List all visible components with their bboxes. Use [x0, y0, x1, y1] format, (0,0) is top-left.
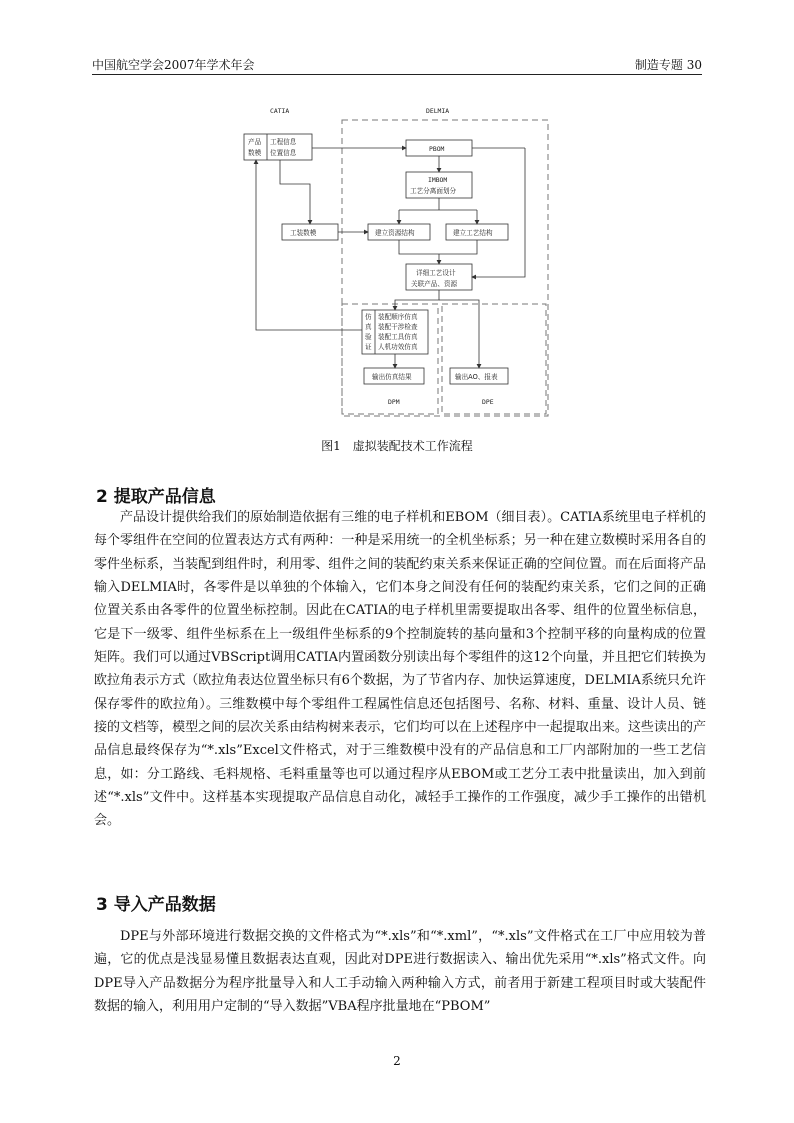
pbom-label: PBOM	[429, 145, 445, 153]
section-2-paragraph: 产品设计提供给我们的原始制造依据有三维的电子样机和EBOM（细目表）。CATIA系统里电子样机的每个零组件在空间的位置表达方式有两种：一种是采用统一的全机坐标系；另一种在建立数模时采用各自的零件坐标系，当装配到组件时，利用零、组件之间的装配约束关系来保证正确的空间位置。而在后面将产品输入DELMIA时，各零件是以单独的个体输入，它们本身之间没有任何的装配约束关系，它们之间的正确位置关系由各零件的位置坐标控制。因此在CATIA的电子样机里需要提取出各零、组件的位置坐标信息，它是下一级零、组件坐标系在上一级组件坐标系的9个控制旋转的基向量和3个控制平移的向量构成的位置矩阵。我们可以通过VBScript调用CATIA内置函数分别读出每个零组件的这12个向量，并且把它们转换为欧拉角表示方式（欧拉角表达位置坐标只有6个数据，为了节省内存、加快运算速度，DELMIA系统只允许保存零件的欧拉角）。三维数模中每个零组件工程属性信息还包括图号、名称、材料、重量、设计人员、链接的文档等，模型之间的层次关系由结构树来表示，它们均可以在上述程序中一起提取出来。这些读出的产品信息最终保存为“*.xls”Excel文件格式，对于三维数模中没有的产品信息和工厂内部附加的一些工艺信息，如：分工路线、毛料规格、毛料重量等也可以通过程序从EBOM或工艺分工表中批量读出，加入到前述“*.xls”文件中。这样基本实现提取产品信息自动化，减轻手工操作的工作强度，减少手工操作的出错机会。	[94, 510, 706, 829]
detail-design-label-2: 关联产品、资源	[411, 280, 458, 288]
dpe-region	[442, 304, 546, 414]
dpe-label: DPE	[482, 398, 494, 406]
output-ao-label: 输出AO、报表	[455, 373, 498, 381]
info-label-2: 位置信息	[270, 149, 297, 157]
delmia-label: DELMIA	[426, 107, 450, 115]
sim-side-4: 证	[365, 343, 372, 351]
running-header-left: 中国航空学会2007年学术年会	[92, 58, 255, 72]
dpm-label: DPM	[388, 398, 400, 406]
sim-side-3: 验	[365, 333, 372, 341]
sim-side-2: 真	[365, 323, 372, 331]
sim-item-4: 人机功效仿真	[378, 343, 418, 351]
sim-item-2: 装配干涉检查	[378, 323, 418, 331]
workflow-diagram	[230, 98, 570, 420]
page-number: 2	[393, 1054, 401, 1068]
sim-item-3: 装配工具仿真	[378, 333, 418, 341]
section-3-paragraph: DPE与外部环境进行数据交换的文件格式为“*.xls”和“*.xml”，“*.xls”文件格式在工厂中应用较为普遍，它的优点是浅显易懂且数据表达直观，因此对DPE进行数据读入、输出优先采用“*.xls”格式文件。向DPE导入产品数据分为程序批量导入和人工手动输入两种输入方式，前者用于新建工程项目时或大装配件数据的输入，利用用户定制的“导入数据”VBA程序批量地在“PBOM”	[94, 929, 706, 1015]
header-divider	[92, 74, 702, 75]
section-2-title: 2 提取产品信息	[96, 487, 216, 507]
detail-design-label-1: 详细工艺设计	[416, 269, 456, 277]
section-3-title: 3 导入产品数据	[96, 895, 216, 915]
figure-caption: 图1 虚拟装配技术工作流程	[321, 439, 473, 453]
process-structure-label: 建立工艺结构	[453, 229, 493, 237]
imbom-label: IMBOM	[428, 176, 448, 184]
product-label-2: 数模	[248, 149, 262, 157]
product-label-1: 产品	[248, 138, 262, 146]
info-label-1: 工程信息	[270, 138, 297, 146]
sim-side-1: 仿	[365, 313, 372, 321]
sim-item-1: 装配顺序仿真	[378, 313, 418, 321]
imbom-sub-label: 工艺分离面划分	[410, 187, 457, 195]
output-sim-label: 输出仿真结果	[372, 373, 412, 381]
running-header-right: 制造专题 30	[634, 58, 702, 72]
resource-structure-label: 建立资源结构	[375, 229, 415, 237]
catia-label: CATIA	[270, 107, 290, 115]
tooling-label: 工装数模	[290, 229, 317, 237]
